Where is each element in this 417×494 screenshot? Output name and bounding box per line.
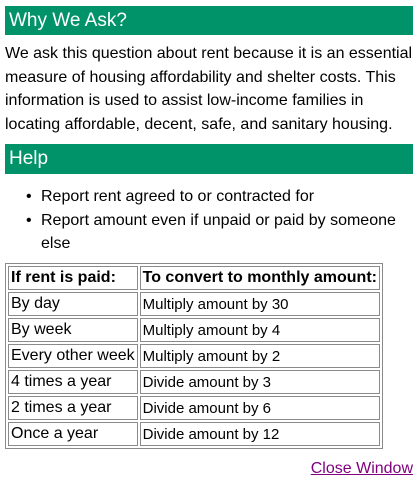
table-cell-frequency: 2 times a year <box>8 396 138 420</box>
help-bullet-text: Report rent agreed to or contracted for <box>41 188 315 205</box>
table-row <box>8 292 380 316</box>
why-we-ask-paragraph: We ask this question about rent because it is an essential measure of housing affordability and shelter costs. This information is used to assist low-income families in locating affordable, decent, safe, and sanitary housing. <box>5 45 413 133</box>
table-row <box>8 396 380 420</box>
table-cell-conversion: Divide amount by 12 <box>140 422 380 446</box>
help-header <box>5 144 413 174</box>
why-we-ask-title: Why We Ask? <box>9 10 127 31</box>
rent-conversion-table <box>5 263 383 449</box>
close-window-link[interactable]: Close Window <box>310 460 413 477</box>
help-bullet-item <box>5 185 413 209</box>
help-title: Help <box>9 148 49 169</box>
help-bullet-item <box>5 209 413 256</box>
table-cell-frequency: Every other week <box>8 344 138 368</box>
table-cell-conversion: Divide amount by 6 <box>140 396 380 420</box>
why-we-ask-header <box>5 6 413 35</box>
table-cell-conversion: Multiply amount by 30 <box>140 292 380 316</box>
table-row <box>8 370 380 394</box>
help-bullet-list <box>5 185 413 256</box>
column-header-convert: To convert to monthly amount: <box>140 266 380 290</box>
help-bullet-text: Report amount even if unpaid or paid by someone else <box>41 211 396 252</box>
table-row <box>8 422 380 446</box>
table-cell-conversion: Divide amount by 3 <box>140 370 380 394</box>
table-cell-frequency: 4 times a year <box>8 370 138 394</box>
bullet-icon: • <box>26 211 32 229</box>
table-header-row <box>8 266 380 290</box>
table-cell-frequency: Once a year <box>8 422 138 446</box>
bullet-icon: • <box>26 188 32 205</box>
table-cell-conversion: Multiply amount by 2 <box>140 344 380 368</box>
table-cell-frequency: By week <box>8 318 138 342</box>
table-cell-conversion: Multiply amount by 4 <box>140 318 380 342</box>
table-cell-frequency: By day <box>8 292 138 316</box>
column-header-rent-paid: If rent is paid: <box>8 266 138 290</box>
table-row <box>8 318 380 342</box>
table-row <box>8 344 380 368</box>
